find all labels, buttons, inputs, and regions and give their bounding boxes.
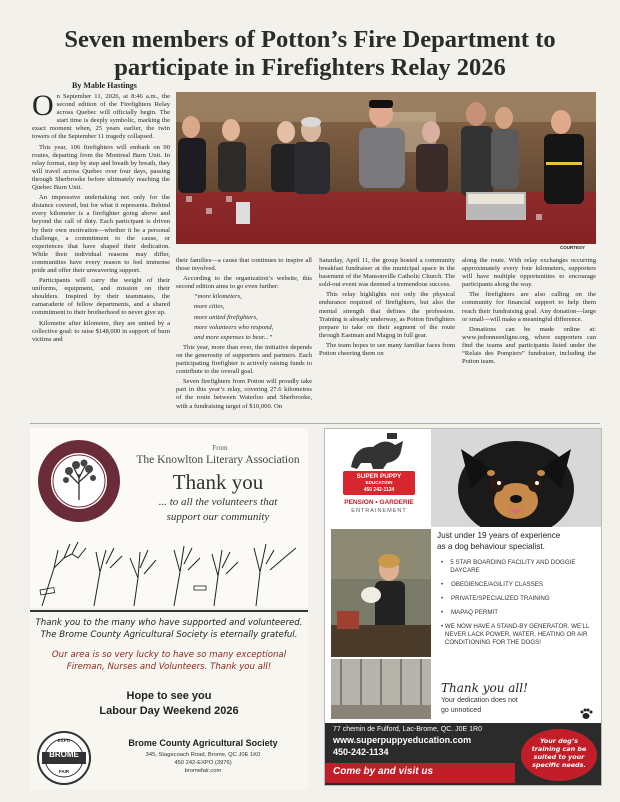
logo-line-2: EDUCATION [365, 480, 393, 485]
article-column-1 [32, 89, 170, 346]
knowlton-org-name: The Knowlton Literary Association [136, 454, 300, 466]
brome-agricultural-ad [30, 610, 308, 790]
paragraph: According to the organization’s website, this second edition aims to go even further: [176, 275, 312, 291]
quote-line: and more expenses to bear...” [194, 333, 273, 341]
experience-line-2: as a dog behaviour specialist. [437, 542, 545, 551]
paragraph: Participants will carry the weight of their uniforms, equipment, and mission on their shoulders. Inspired by their teammates, the camaraderie of fellow departments, and a shared commitment to their brotherhood to never give up. [32, 277, 170, 317]
kennel-photo-illustration [331, 659, 431, 719]
thanks-line-1: Thank you to the many who have supported and volunteered. [35, 618, 303, 628]
paragraph: Donations can be made online at: www.jedonneenligne.org, where supporters can find the teams and participants listed under the “Relais des Pompiers” fundraiser, including the Potton team. [462, 325, 596, 366]
agri-website[interactable]: bromefair.com [184, 768, 222, 774]
puppy-address: 77 chemin de Fulford, Lac-Brome, QC. J0E 1R0 [333, 726, 483, 733]
paragraph: This relay highlights not only the physical endurance required of firefighters, but also the mental strength that defines the profession. Training is already underway, as Potton firefighters prepare to take on their segment of the route through Eastman and Magog in full gear. [319, 291, 455, 339]
bullet-icon: • [441, 595, 444, 602]
quote-line: more volunteers who respond, [194, 323, 274, 331]
cta-text[interactable]: Come by and visit us [333, 766, 434, 777]
dedication-line-1: Your dedication does not [441, 697, 518, 704]
agri-address: 345, Stagecoach Road, Brome, QC J0E 1K0 [145, 752, 261, 758]
trainer-photo-illustration [331, 529, 431, 657]
service-text: OBEDIENCE/AGILITY CLASSES [451, 581, 544, 588]
thanks-line-4: Fireman, Nurses and Volunteers. Thank you all! [66, 662, 272, 672]
paragraph: along the route. With relay exchanges occurring approximately every four kilometers, supporters will have multiple opportunities to encourage participants along the way. [462, 257, 596, 289]
logo-text: BROME [49, 750, 79, 759]
article-column-2 [176, 257, 312, 413]
paragraph: n September 11, 2026, at 8:46 a.m., the second edition of the Firefighters Relay across Quebec will officially begin. The start time is deeply symbolic, marking the exact moment when, 25 years earlier, the twin towers of the September 11 tragedy collapsed. [32, 93, 170, 141]
trainer-photo [331, 529, 431, 657]
hope-line-1: Hope to see you [126, 690, 212, 702]
knowlton-literary-ad [30, 428, 308, 608]
quote-line: more cities, [194, 303, 225, 311]
knowlton-seal-icon [36, 438, 122, 524]
quote-line: more united firefighters, [194, 313, 258, 321]
article-column-3 [319, 257, 455, 360]
from-label: From [212, 444, 228, 452]
bullet-icon: • [441, 559, 444, 566]
paragraph: This year, 106 firefighters will embark on 90 routes, departing from the Montreal Burn Unit. In relay format, step by step and breath by breath, they will travel across Quebec over four days, passing through Sherbrooke before ultimately reaching the Quebec Burn Unit. [32, 143, 170, 192]
service-text: WE NOW HAVE A STAND-BY GENERATOR. WE’LL NEVER LACK POWER, WATER, HEATING OR AIR CONDITIONING FOR THE DOGS! [444, 623, 590, 646]
service-text: MAPAQ PERMIT [451, 609, 498, 616]
logo-line-1: SUPER PUPPY [356, 473, 402, 480]
super-puppy-ad [324, 428, 602, 786]
volunteers-line-2: support our community [166, 511, 270, 523]
services-list [441, 559, 595, 653]
service-text: PRIVATE/SPECIALIZED TRAINING [451, 595, 550, 602]
thanks-line-2: The Brome County Agricultural Society is eternally grateful. [40, 630, 298, 640]
bullet-icon: • [441, 609, 444, 616]
service-item [441, 609, 595, 617]
paragraph: Kilometre after kilometre, they are united by a collective goal: to raise $148,000 in support of burn victims and [32, 319, 170, 343]
training-badge-text: Your dog’s training can be suited to your specific needs. [531, 737, 587, 769]
paragraph: Saturday, April 11, the group hosted a community breakfast fundraiser at the municipal space in the basement of the Mansonville Catholic Church. The sold-out event was deemed a tremendous success. [319, 257, 455, 289]
dog-silhouette-icon [343, 433, 413, 473]
thank-you-all: Thank you all! [441, 681, 528, 695]
logo-top-text: EXPO [57, 738, 71, 743]
article-byline: By Mable Hastings [72, 81, 137, 90]
dog-face-illustration [431, 429, 601, 527]
kennel-photo [331, 659, 431, 719]
paragraph: Seven firefighters from Potton will proudly take part in this year’s relay, covering 27.6 kilometres of the route between Waterloo and Sherbrooke, with a fundraising target of $10,000. On [176, 378, 312, 410]
paragraph: This year, more than ever, the initiative depends on the generosity of supporters and partners. Each participating firefighter is actively raising funds to contribute to the overall goal. [176, 343, 312, 376]
section-divider [30, 423, 600, 424]
logo-phone: 450 242-1134 [363, 487, 395, 493]
logo-bottom-text: FAIR [58, 769, 70, 774]
bullet-icon: • [441, 623, 444, 630]
paragraph: An impressive undertaking not only for the distance covered, but for what it represents. Behind every kilometer is a firefighter going above and beyond the call of duty. Each participant is driven by their own motivation—whether it be a personal challenge, a commitment to the cause, or experiences that have shaped their dedication. While their individual reasons may differ, communities have every reason to feel immense pride and offer their unwavering support. [32, 194, 170, 274]
service-item [441, 595, 595, 603]
puppy-phone[interactable]: 450-242-1134 [333, 747, 389, 757]
service-text: 5 STAR BOARDING FACILITY AND DOGGIE DAYCARE [450, 559, 576, 574]
thank-you-heading: Thank you [172, 470, 264, 494]
raised-hands-illustration [34, 528, 306, 606]
paragraph: their families—a cause that continues to inspire all those involved. [176, 257, 312, 273]
service-item [441, 581, 595, 589]
bullet-icon: • [441, 581, 444, 588]
quote-line: “more kilometers, [194, 293, 242, 301]
puppy-website[interactable]: www.superpuppyeducation.com [333, 735, 472, 745]
paw-icon [579, 707, 593, 721]
photo-credit: COURTESY [560, 245, 586, 250]
article-column-4 [462, 257, 596, 368]
dog-photo [431, 429, 601, 527]
hope-line-2: Labour Day Weekend 2026 [99, 705, 239, 717]
agri-phone: 450 242-EXPO (3976) [174, 760, 232, 766]
volunteers-line-1: ... to all the volunteers that [158, 496, 278, 508]
breakfast-photo [176, 92, 596, 244]
drop-cap: O [32, 89, 54, 122]
dedication-line-2: go unnoticed [441, 707, 482, 714]
entrainement-label: ENTRAINEMENT [351, 508, 407, 514]
experience-line-1: Just under 19 years of experience [437, 531, 561, 540]
service-item [441, 559, 595, 575]
thanks-line-3: Our area is so very lucky to have so many exceptional [51, 650, 287, 660]
pension-label: PENSION • GARDERIE [344, 499, 414, 506]
article-headline: Seven members of Potton’s Fire Department to participate in Firefighters Relay 2026 [64, 26, 556, 81]
breakfast-photo-illustration [176, 92, 596, 244]
service-item [441, 623, 595, 647]
paragraph: The firefighters are also calling on the community for financial support to help them reach their fundraising goal. Any donation—large or small—will make a meaningful difference. [462, 291, 596, 323]
paragraph: The team hopes to see many familiar faces from Potton cheering them on [319, 341, 455, 358]
agri-org-name: Brome County Agricultural Society [128, 738, 278, 748]
